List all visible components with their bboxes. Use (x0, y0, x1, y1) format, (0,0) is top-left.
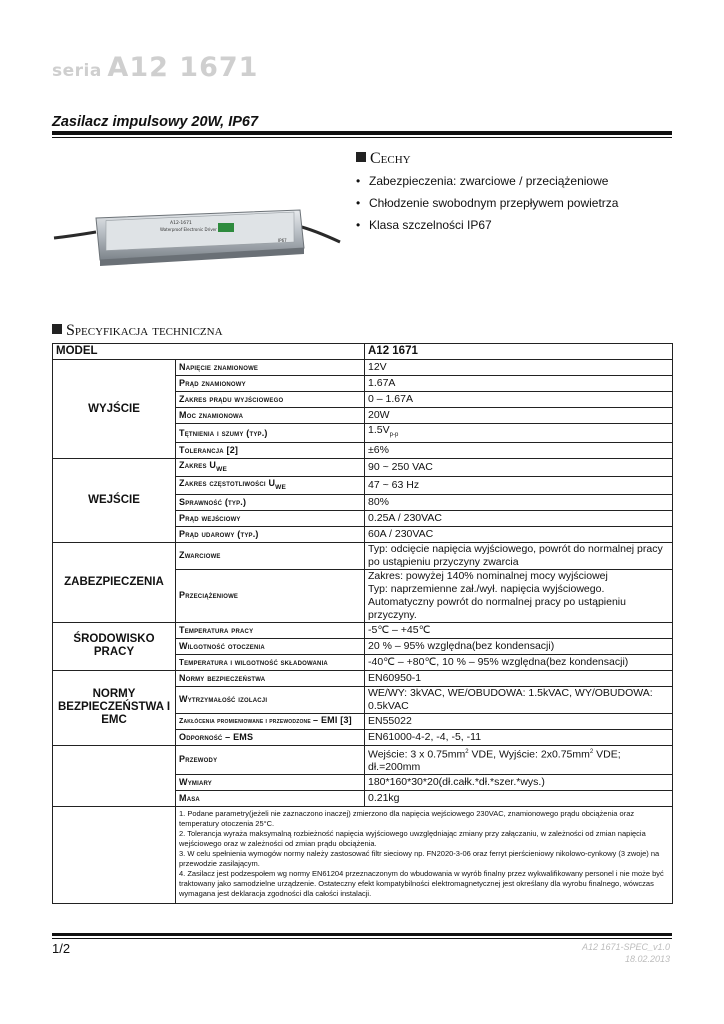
param-label: Wymiary (176, 775, 365, 791)
param-value: $1.5V_{p-p}$ (365, 424, 673, 443)
bullet-icon: • (356, 174, 361, 188)
model-header-label: MODEL (53, 344, 365, 360)
param-value: Zakres: powyżej 140% nominalnej mocy wyjściowej Typ: naprzemienne zał./wył. napięcia wyjściowego. Automatyczny powrót do normalnej pracy po ustąpieniu przyczyny. (365, 569, 673, 622)
doc-code: A12 1671-SPEC_v1.0 (581, 942, 670, 952)
param-label: Zakres $U_{WE}$ (176, 459, 365, 477)
param-label: Przeciążeniowe (176, 569, 365, 622)
param-value: EN61000-4-2, -4, -5, -11 (365, 729, 673, 745)
param-value: 90 ~ 250 VAC (365, 459, 673, 477)
table-row (53, 807, 673, 904)
subtitle-rule-thin (52, 137, 672, 138)
series-title (52, 52, 258, 83)
param-label: Masa (176, 791, 365, 807)
param-value: Typ: odcięcie napięcia wyjściowego, powrót do normalnej pracy po ustąpieniu przyczyny zwarcia (365, 542, 673, 569)
notes-spacer (53, 807, 176, 904)
table-row (53, 622, 673, 638)
features-heading: Cechy (356, 150, 411, 168)
features-list (356, 172, 618, 238)
param-label: Zakłócenia promieniowane i przewodzone – EMI [3] (176, 713, 365, 729)
param-label: Zakres częstotliwości $U_{WE}$ (176, 476, 365, 494)
group-other (53, 745, 176, 807)
param-label: Przewody (176, 745, 365, 775)
param-label: Zakres prądu wyjściowego (176, 392, 365, 408)
image-label-model: A12-1671 (170, 221, 192, 226)
param-value: EN55022 (365, 713, 673, 729)
note-2: 2. Tolerancja wyraża maksymalną rozbieżność napięcia wyjściowego uwzględniając zmiany przy załączaniu, w zależności od zmian napięcia wejściowego oraz w zależności od zmian prądu obciążenia. (179, 829, 646, 849)
param-value: 47 ~ 63 Hz (365, 476, 673, 494)
spec-heading: Specyfikacja techniczna (52, 322, 223, 340)
feature-item: • Chłodzenie swobodnym przepływem powietrza (356, 196, 619, 210)
param-value: 0 – 1.67A (365, 392, 673, 408)
group-input: WEJŚCIE (53, 459, 176, 543)
param-value: 1.67A (365, 376, 673, 392)
note-1: 1. Podane parametry(jeżeli nie zaznaczono inaczej) zmierzono dla napięcia wejściowego 230VAC, znamionowego prądu obciążenia oraz temperatury otoczenia 25°C. (179, 809, 635, 829)
param-value: 180*160*30*20(dł.całk.*dł.*szer.*wys.) (365, 775, 673, 791)
series-label: seria (52, 61, 102, 81)
model-header-value: A12 1671 (365, 344, 673, 360)
param-label: Odporność – EMS (176, 729, 365, 745)
group-environment: ŚRODOWISKO PRACY (53, 622, 176, 670)
footer-rule (52, 933, 672, 936)
footer-rule-thin (52, 938, 672, 939)
page-number: 1/2 (52, 941, 71, 956)
table-row (53, 360, 673, 376)
group-norms: NORMY BEZPIECZEŃSTWA I EMC (53, 670, 176, 745)
param-label: Temperatura pracy (176, 622, 365, 638)
param-label: Prąd znamionowy (176, 376, 365, 392)
table-row (53, 670, 673, 686)
square-bullet-icon (52, 324, 62, 334)
param-label: Tolerancja [2] (176, 443, 365, 459)
param-label: Prąd udarowy (typ.) (176, 526, 365, 542)
table-row (53, 542, 673, 569)
notes-cell (176, 807, 673, 904)
model-title: A12 1671 (107, 52, 259, 83)
product-image (52, 196, 342, 296)
param-label: Napięcie znamionowe (176, 360, 365, 376)
param-value: 12V (365, 360, 673, 376)
feature-item: • Klasa szczelności IP67 (356, 218, 492, 232)
param-value: Wejście: 3 x $0.75mm^2$ VDE, Wyjście: $2x0.75mm^2$ VDE; dł.=200mm (365, 745, 673, 775)
param-value: WE/WY: 3kVAC, WE/OBUDOWA: 1.5kVAC, WY/OBUDOWA: 0.5kVAC (365, 686, 673, 713)
param-value: -5℃ – +45℃ (365, 622, 673, 638)
feature-item: • Zabezpieczenia: zwarciowe / przeciążeniowe (356, 174, 609, 188)
param-label: Normy bezpieczeństwa (176, 670, 365, 686)
param-label: Wytrzymałość izolacji (176, 686, 365, 713)
param-value: 20W (365, 408, 673, 424)
group-output: WYJŚCIE (53, 360, 176, 459)
param-value: 80% (365, 494, 673, 510)
doc-date: 18.02.2013 (624, 954, 670, 964)
bullet-icon: • (356, 196, 361, 210)
group-protection: ZABEZPIECZENIA (53, 542, 176, 622)
product-subtitle: Zasilacz impulsowy 20W, IP67 (52, 114, 259, 130)
param-label: Sprawność (typ.) (176, 494, 365, 510)
param-label: Wilgotność otoczenia (176, 638, 365, 654)
param-value: 20 % – 95% względna(bez kondensacji) (365, 638, 673, 654)
param-value: EN60950-1 (365, 670, 673, 686)
param-label: Prąd wejściowy (176, 510, 365, 526)
param-value: 0.25A / 230VAC (365, 510, 673, 526)
doc-reference (582, 941, 670, 965)
param-label: Tętnienia i szumy (typ.) (176, 424, 365, 443)
param-label: Moc znamionowa (176, 408, 365, 424)
subtitle-rule (52, 131, 672, 135)
param-value: 0.21kg (365, 791, 673, 807)
image-label-rating: IP67 (278, 238, 287, 243)
note-4: 4. Zasilacz jest podzespołem wg normy EN61204 przeznaczonym do wbudowania w wyrób finalny przez wykwalifikowany personel i nie może być traktowany jako samodzielne urządzenie. Ostateczny efekt kompatybilności elektromagnetycznej jest określany dla wyrobu finalnego, wówczas wymagana jest deklaracja zgodności dla całości instalacji. (179, 869, 664, 899)
bullet-icon: • (356, 218, 361, 232)
param-label: Temperatura i wilgotność składowania (176, 654, 365, 670)
table-row (53, 459, 673, 477)
param-value: ±6% (365, 443, 673, 459)
spec-table (52, 343, 673, 904)
param-value: 60A / 230VAC (365, 526, 673, 542)
table-row (53, 745, 673, 775)
param-label: Zwarciowe (176, 542, 365, 569)
table-row (53, 344, 673, 360)
image-label-text: Waterproof Electronic Driver (160, 227, 217, 232)
note-3: 3. W celu spełnienia wymogów normy należy zastosować filtr sieciowy np. FN2020-3-06 oraz ferryt pierścieniowy nikolowo-cynkowy (3 zwoje) na przewodzie zasilającym. (179, 849, 660, 869)
param-value: -40℃ – +80℃, 10 % – 95% względna(bez kondensacji) (365, 654, 673, 670)
square-bullet-icon (356, 152, 366, 162)
